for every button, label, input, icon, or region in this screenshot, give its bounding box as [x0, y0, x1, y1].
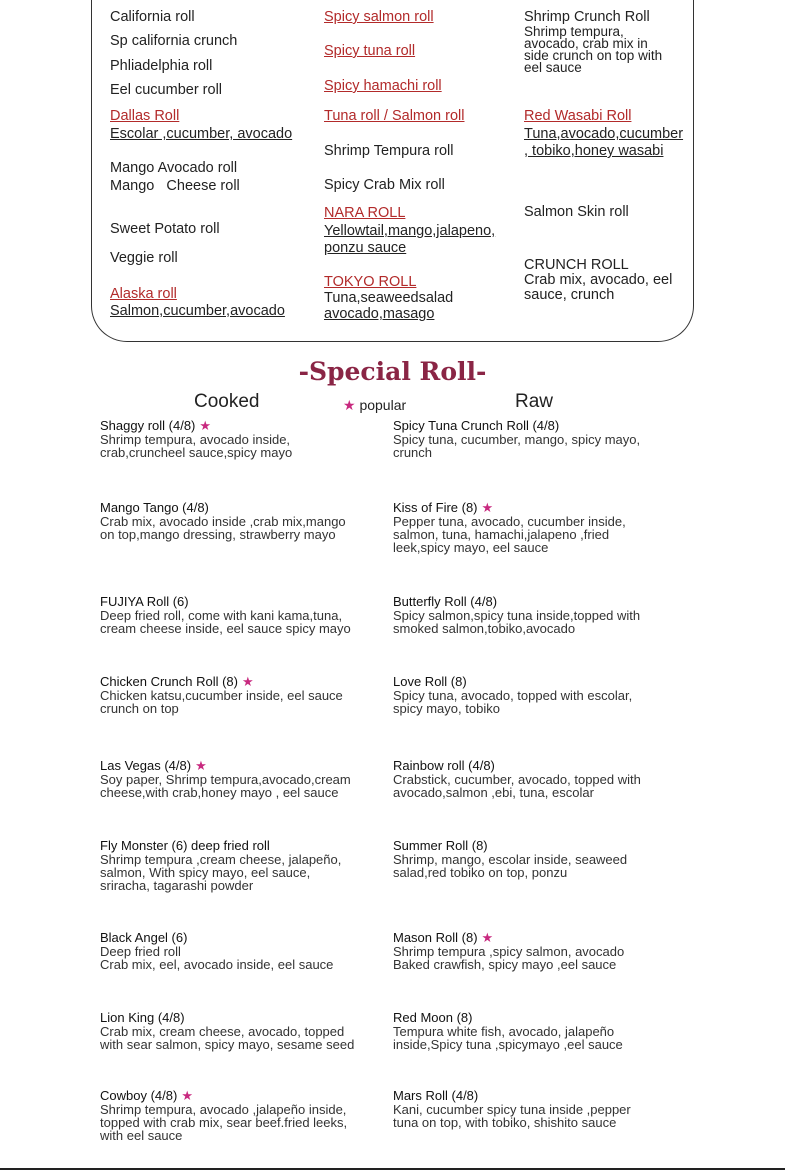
- menu-item-desc-line: crab,cruncheel sauce,spicy mayo: [100, 445, 293, 460]
- menu-item-desc-line: Pepper tuna, avocado, cucumber inside,: [393, 514, 626, 529]
- menu-item-desc-line: tuna on top, with tobiko, shishito sauce: [393, 1115, 617, 1130]
- menu-item-name: [393, 418, 683, 433]
- menu-item-desc-line: spicy mayo, tobiko: [393, 701, 500, 716]
- menu-item-desc-line: Spicy tuna, cucumber, mango, spicy mayo,: [393, 432, 641, 447]
- menu-item-desc-line: cream cheese inside, eel sauce spicy mayo: [100, 621, 351, 636]
- menu-item-name: [100, 1088, 390, 1103]
- eel-cucumber-roll: Eel cucumber roll: [110, 82, 223, 98]
- menu-item-desc-line: Crab mix, cream cheese, avocado, topped: [100, 1024, 345, 1039]
- menu-item-name-text: Lion King (4/8): [100, 1010, 185, 1025]
- menu-item: [393, 594, 683, 635]
- menu-item-name: [393, 594, 683, 609]
- menu-item: [100, 594, 390, 635]
- menu-item: [100, 1088, 390, 1142]
- menu-item-desc-line: Spicy tuna, avocado, topped with escolar,: [393, 688, 633, 703]
- menu-item: [393, 930, 683, 971]
- menu-item-name-text: Fly Monster (6) deep fried roll: [100, 838, 270, 853]
- menu-item-desc-line: Soy paper, Shrimp tempura,avocado,cream: [100, 772, 351, 787]
- menu-item-desc-line: crunch: [393, 445, 433, 460]
- menu-item: [393, 500, 683, 554]
- menu-item: [393, 674, 683, 715]
- california-roll: California roll: [110, 9, 195, 25]
- star-icon: ★: [343, 397, 356, 413]
- mango-cheese-roll: Mango Cheese roll: [110, 178, 240, 194]
- popular-star-icon: ★: [195, 758, 207, 773]
- menu-item-desc-line: Tempura white fish, avocado, jalapeño: [393, 1024, 615, 1039]
- menu-item: [100, 1010, 390, 1051]
- menu-item-name-text: Mango Tango (4/8): [100, 500, 209, 515]
- crunch-roll-desc-1: Crab mix, avocado, eel: [524, 272, 673, 288]
- menu-item-name-text: Shaggy roll (4/8): [100, 418, 196, 433]
- menu-item-name: [100, 500, 390, 515]
- popular-star-icon: ★: [181, 1088, 193, 1103]
- raw-heading: Raw: [515, 391, 554, 412]
- menu-item-name-text: Love Roll (8): [393, 674, 467, 689]
- veggie-roll: Veggie roll: [110, 250, 178, 266]
- menu-item-desc-line: leek,spicy mayo, eel sauce: [393, 540, 549, 555]
- popular-star-icon: ★: [199, 418, 212, 433]
- spicy-salmon-roll: Spicy salmon roll: [324, 9, 434, 25]
- crunch-roll-desc-2: sauce, crunch: [524, 287, 615, 303]
- menu-item-desc-line: salmon, With spicy mayo, eel sauce,: [100, 865, 311, 880]
- menu-item: [393, 1088, 683, 1129]
- spicy-crab-mix-roll: Spicy Crab Mix roll: [324, 177, 445, 193]
- menu-item-desc-line: Kani, cucumber spicy tuna inside ,pepper: [393, 1102, 631, 1117]
- menu-item-name: [100, 418, 390, 433]
- nara-roll-desc-2: ponzu sauce: [324, 240, 407, 256]
- menu-item-desc-line: Shrimp tempura, avocado ,jalapeño inside,: [100, 1102, 347, 1117]
- menu-item-name: [100, 594, 390, 609]
- menu-item-desc-line: avocado,salmon ,ebi, tuna, escolar: [393, 785, 594, 800]
- menu-item-desc-line: Deep fried roll, come with kani kama,tuna,: [100, 608, 343, 623]
- menu-item-name-text: FUJIYA Roll (6): [100, 594, 189, 609]
- salmon-skin-roll: Salmon Skin roll: [524, 204, 629, 220]
- menu-item: [100, 930, 390, 971]
- menu-item: [393, 1010, 683, 1051]
- shrimp-crunch-desc-1: Shrimp tempura,: [524, 24, 624, 39]
- special-roll-title: -Special Roll-: [298, 357, 487, 386]
- red-wasabi-desc-2: , tobiko,honey wasabi: [524, 143, 664, 159]
- menu-item-name: [393, 758, 683, 773]
- red-wasabi-desc-1: Tuna,avocado,cucumber: [524, 126, 684, 142]
- menu-item-name: [100, 758, 390, 773]
- menu-item-name: [393, 838, 683, 853]
- menu-item-name: [100, 930, 390, 945]
- menu-item-desc-line: with eel sauce: [100, 1128, 183, 1143]
- menu-item-desc-line: cheese,with crab,honey mayo , eel sauce: [100, 785, 339, 800]
- sweet-potato-roll: Sweet Potato roll: [110, 221, 220, 237]
- menu-item: [100, 758, 390, 799]
- menu-item-desc-line: Spicy salmon,spicy tuna inside,topped with: [393, 608, 641, 623]
- menu-item-name-text: Red Moon (8): [393, 1010, 473, 1025]
- menu-item: [393, 418, 683, 459]
- menu-item-desc-line: Shrimp, mango, escolar inside, seaweed: [393, 852, 628, 867]
- popular-legend: [343, 397, 406, 414]
- menu-item-name: [393, 1088, 683, 1103]
- menu-item-desc-line: salmon, tuna, hamachi,jalapeno ,fried: [393, 527, 610, 542]
- menu-item: [393, 838, 683, 879]
- nara-roll: NARA ROLL: [324, 205, 406, 221]
- menu-item-name-text: Mars Roll (4/8): [393, 1088, 479, 1103]
- menu-item-desc-line: salad,red tobiko on top, ponzu: [393, 865, 568, 880]
- menu-item: [393, 758, 683, 799]
- shrimp-tempura-roll: Shrimp Tempura roll: [324, 143, 454, 159]
- menu-item-desc-line: Crab mix, avocado inside ,crab mix,mango: [100, 514, 346, 529]
- bottom-divider: [0, 1168, 785, 1170]
- menu-item: [100, 674, 390, 715]
- menu-item: [100, 500, 390, 541]
- menu-item-name-text: Rainbow roll (4/8): [393, 758, 495, 773]
- crunch-roll: CRUNCH ROLL: [524, 257, 629, 273]
- cooked-heading: Cooked: [194, 391, 260, 412]
- menu-item-desc-line: topped with crab mix, sear beef.fried leeks,: [100, 1115, 348, 1130]
- menu-item-name-text: Mason Roll (8): [393, 930, 478, 945]
- menu-item-name: [100, 1010, 390, 1025]
- popular-star-icon: ★: [481, 930, 494, 945]
- nara-roll-desc-1: Yellowtail,mango,jalapeno,: [324, 223, 496, 239]
- menu-item-name: [100, 674, 390, 689]
- mango-avocado-roll: Mango Avocado roll: [110, 160, 238, 176]
- menu-item-desc-line: Shrimp tempura ,cream cheese, jalapeño,: [100, 852, 342, 867]
- menu-item: [100, 838, 390, 892]
- menu-item-desc-line: Baked crawfish, spicy mayo ,eel sauce: [393, 957, 617, 972]
- menu-item-desc-line: with sear salmon, spicy mayo, sesame seed: [100, 1037, 355, 1052]
- menu-item-desc-line: on top,mango dressing, strawberry mayo: [100, 527, 336, 542]
- alaska-roll: Alaska roll: [110, 286, 177, 302]
- tokyo-roll-desc-2: avocado,masago: [324, 306, 435, 322]
- menu-item-name: [100, 838, 390, 853]
- tokyo-roll-desc-1: Tuna,seaweedsalad: [324, 290, 454, 306]
- sp-california-crunch: Sp california crunch: [110, 33, 238, 49]
- menu-item-name-text: Chicken Crunch Roll (8): [100, 674, 238, 689]
- menu-item-name-text: Butterfly Roll (4/8): [393, 594, 498, 609]
- menu-item-desc-line: Shrimp tempura ,spicy salmon, avocado: [393, 944, 625, 959]
- philadelphia-roll: Phliadelphia roll: [110, 58, 213, 74]
- menu-item-desc-line: Deep fried roll: [100, 944, 181, 959]
- shrimp-crunch-desc-3: side crunch on top with: [524, 48, 663, 63]
- popular-star-icon: ★: [242, 674, 254, 689]
- menu-item-desc-line: Crabstick, cucumber, avocado, topped with: [393, 772, 641, 787]
- menu-item-desc-line: Chicken katsu,cucumber inside, eel sauce: [100, 688, 343, 703]
- dallas-roll: Dallas Roll: [110, 108, 180, 124]
- menu-item-name-text: Las Vegas (4/8): [100, 758, 192, 773]
- menu-item-desc-line: Shrimp tempura, avocado inside,: [100, 432, 291, 447]
- menu-item-name: [393, 1010, 683, 1025]
- tokyo-roll: TOKYO ROLL: [324, 274, 417, 290]
- menu-item-name-text: Spicy Tuna Crunch Roll (4/8): [393, 418, 560, 433]
- tuna-salmon-roll: Tuna roll / Salmon roll: [324, 108, 465, 124]
- shrimp-crunch-desc-2: avocado, crab mix in: [524, 36, 648, 51]
- menu-item-name-text: Black Angel (6): [100, 930, 188, 945]
- shrimp-crunch-desc-4: eel sauce: [524, 60, 582, 75]
- dallas-roll-desc: Escolar ,cucumber, avocado: [110, 126, 293, 142]
- spicy-hamachi-roll: Spicy hamachi roll: [324, 78, 442, 94]
- menu-item-name-text: Summer Roll (8): [393, 838, 488, 853]
- menu-item-name: [393, 674, 683, 689]
- menu-item-name: [393, 930, 683, 945]
- alaska-roll-desc: Salmon,cucumber,avocado: [110, 303, 285, 319]
- menu-item-desc-line: sriracha, tagarashi powder: [100, 878, 254, 893]
- popular-star-icon: ★: [481, 500, 494, 515]
- menu-item: [100, 418, 390, 459]
- menu-item-desc-line: smoked salmon,tobiko,avocado: [393, 621, 576, 636]
- menu-item-name-text: Kiss of Fire (8): [393, 500, 478, 515]
- menu-item-desc-line: crunch on top: [100, 701, 179, 716]
- menu-item-name-text: Cowboy (4/8): [100, 1088, 178, 1103]
- popular-label: popular: [359, 397, 407, 413]
- menu-item-desc-line: inside,Spicy tuna ,spicymayo ,eel sauce: [393, 1037, 623, 1052]
- menu-item-desc-line: Crab mix, eel, avocado inside, eel sauce: [100, 957, 334, 972]
- menu-item-name: [393, 500, 683, 515]
- red-wasabi-roll: Red Wasabi Roll: [524, 108, 632, 124]
- shrimp-crunch-roll: Shrimp Crunch Roll: [524, 9, 650, 25]
- spicy-tuna-roll: Spicy tuna roll: [324, 43, 416, 59]
